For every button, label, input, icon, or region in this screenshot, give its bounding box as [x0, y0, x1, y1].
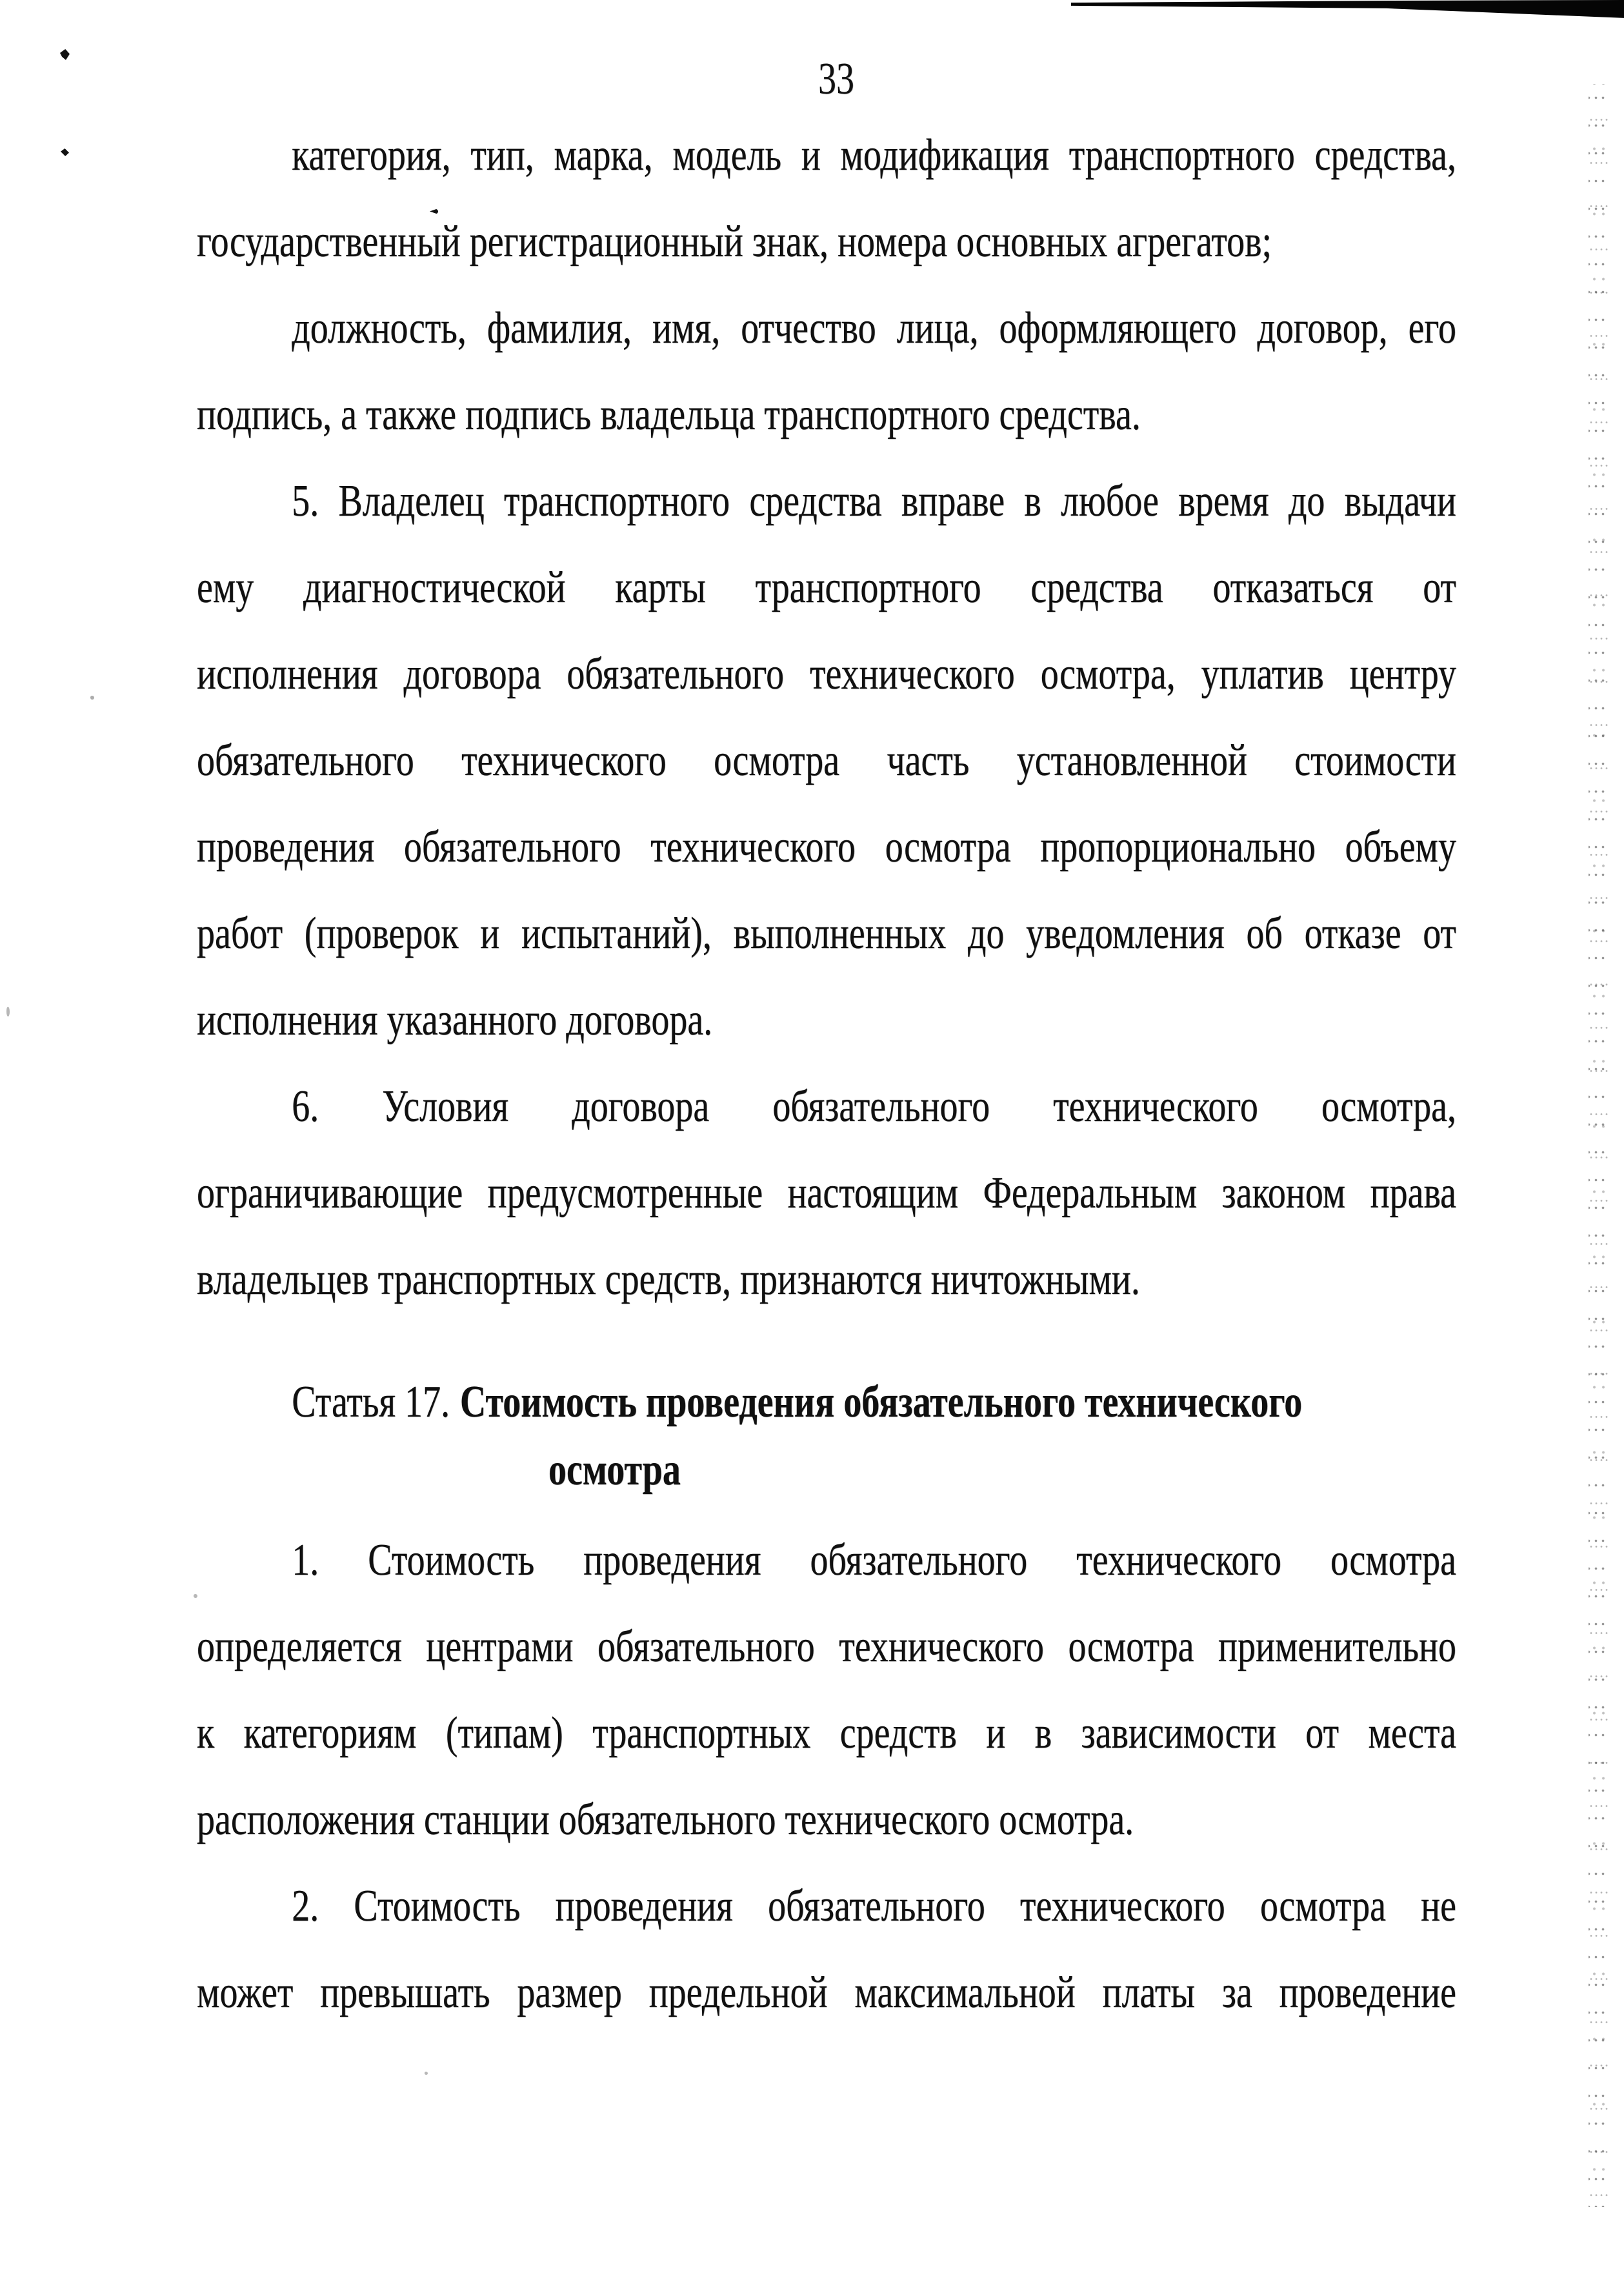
text-line: категория, тип, марка, модель и модификация транспортного средства,: [292, 130, 1457, 180]
text-line: определяется центрами обязательного технического осмотра применительно: [197, 1622, 1456, 1672]
text-line: ему диагностической карты транспортного средства отказаться от: [197, 563, 1456, 612]
text-line: расположения станции обязательного технического осмотра.: [197, 1795, 1134, 1844]
scan-speck: [60, 49, 70, 60]
text-line: проведения обязательного технического осмотра пропорционально объему: [197, 822, 1456, 872]
text-line: обязательного технического осмотра часть установленной стоимости: [197, 736, 1456, 785]
text-line: 5. Владелец транспортного средства вправе в любое время до выдачи: [292, 476, 1457, 526]
article-heading-line-2: осмотра: [548, 1445, 681, 1495]
text-line: может превышать размер предельной максимальной платы за проведение: [197, 1968, 1456, 2017]
text-line: владельцев транспортных средств, признаются ничтожными.: [197, 1255, 1140, 1304]
text-line: подпись, а также подпись владельца транспортного средства.: [197, 390, 1141, 439]
text-line: исполнения указанного договора.: [197, 995, 713, 1045]
scan-speck: [90, 696, 94, 700]
text-line: к категориям (типам) транспортных средств и в зависимости от места: [197, 1708, 1456, 1758]
text-line: 2. Стоимость проведения обязательного технического осмотра не: [292, 1881, 1457, 1931]
scan-speck: [425, 2072, 428, 2075]
text-line: должность, фамилия, имя, отчество лица, оформляющего договор, его: [292, 303, 1457, 353]
text-line: ограничивающие предусмотренные настоящим Федеральным законом права: [197, 1168, 1456, 1218]
scan-artifact-top-edge: [1071, 0, 1624, 22]
article-number-label: Статья 17.: [292, 1377, 450, 1427]
scan-artifact-right-edge-speckles: [1589, 84, 1608, 2207]
scan-speck: [61, 148, 69, 156]
text-line: государственный регистрационный знак, номера основных агрегатов;: [197, 217, 1272, 267]
article-title: Стоимость проведения обязательного технического: [459, 1377, 1303, 1427]
text-line: исполнения договора обязательного технического осмотра, уплатив центру: [197, 649, 1456, 699]
scan-speck: [6, 1007, 10, 1016]
text-line: 6. Условия договора обязательного технического осмотра,: [292, 1082, 1457, 1131]
text-line: работ (проверок и испытаний), выполненных до уведомления об отказе от: [197, 909, 1456, 958]
text-line: 1. Стоимость проведения обязательного технического осмотра: [292, 1535, 1457, 1585]
page-number: 33: [818, 54, 854, 104]
